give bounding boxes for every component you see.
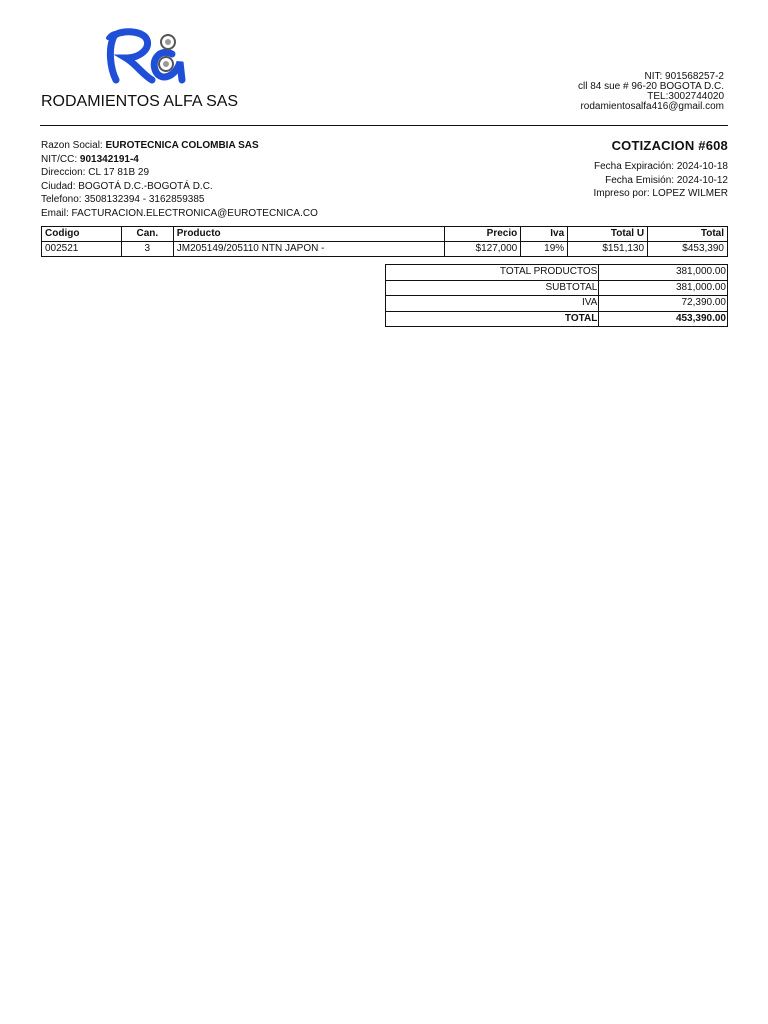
company-nit: NIT: 901568257-2 xyxy=(644,71,724,82)
cell-producto: JM205149/205110 NTN JAPON - xyxy=(173,242,445,257)
col-header-precio: Precio xyxy=(445,227,521,242)
client-razon xyxy=(41,139,318,153)
totals-row-total xyxy=(386,311,728,327)
col-header-iva: Iva xyxy=(521,227,568,242)
totals-table xyxy=(385,264,728,327)
table-row xyxy=(42,242,728,257)
totals-row-iva xyxy=(386,296,728,312)
client-razon-label: Razon Social: xyxy=(41,140,103,151)
ra-bearing-logo-icon xyxy=(102,28,192,88)
col-header-total-u: Total U xyxy=(568,227,648,242)
quote-info xyxy=(594,138,728,201)
client-ciudad: Ciudad: BOGOTÁ D.C.-BOGOTÁ D.C. xyxy=(41,180,213,192)
totals-row-subtotal xyxy=(386,280,728,296)
client-info xyxy=(41,139,318,221)
client-email: Email: FACTURACION.ELECTRONICA@EUROTECNICA.CO xyxy=(41,207,318,219)
col-header-codigo: Codigo xyxy=(42,227,122,242)
client-nit xyxy=(41,153,318,167)
totals-value: 453,390.00 xyxy=(599,311,728,327)
cell-precio: $127,000 xyxy=(445,242,521,257)
totals-row-productos xyxy=(386,265,728,281)
company-contact xyxy=(578,72,724,112)
quote-title: COTIZACION #608 xyxy=(611,138,728,153)
totals-label: IVA xyxy=(386,296,599,312)
company-address: cll 84 sue # 96-20 BOGOTA D.C. xyxy=(578,81,724,92)
client-telefono: Telefono: 3508132394 - 3162859385 xyxy=(41,194,205,206)
cell-cantidad: 3 xyxy=(121,242,173,257)
col-header-total: Total xyxy=(648,227,728,242)
quote-expiracion: Fecha Expiración: 2024-10-18 xyxy=(594,161,728,172)
quote-emision: Fecha Emisión: 2024-10-12 xyxy=(605,174,728,186)
client-razon-value: EUROTECNICA COLOMBIA SAS xyxy=(105,140,259,151)
totals-value: 381,000.00 xyxy=(599,280,728,296)
cell-total: $453,390 xyxy=(648,242,728,257)
items-header-row xyxy=(42,227,728,242)
items-table xyxy=(41,226,728,257)
totals-label: TOTAL xyxy=(386,311,599,327)
cell-codigo: 002521 xyxy=(42,242,122,257)
totals-label: TOTAL PRODUCTOS xyxy=(386,265,599,281)
col-header-producto: Producto xyxy=(173,227,445,242)
company-email: rodamientosalfa416@gmail.com xyxy=(580,101,724,112)
quote-impreso: Impreso por: LOPEZ WILMER xyxy=(593,188,728,199)
client-nit-value: 901342191-4 xyxy=(79,153,139,165)
totals-label: SUBTOTAL xyxy=(386,280,599,296)
company-phone: TEL:3002744020 xyxy=(647,91,724,102)
cell-total-u: $151,130 xyxy=(568,242,648,257)
header-divider xyxy=(40,125,728,126)
client-nit-label: NIT/CC: xyxy=(41,153,78,165)
company-name: RODAMIENTOS ALFA SAS xyxy=(41,93,239,110)
client-direccion: Direccion: CL 17 81B 29 xyxy=(41,167,150,179)
col-header-cantidad: Can. xyxy=(121,227,173,242)
totals-value: 381,000.00 xyxy=(599,265,728,281)
totals-value: 72,390.00 xyxy=(599,296,728,312)
cell-iva: 19% xyxy=(521,242,568,257)
